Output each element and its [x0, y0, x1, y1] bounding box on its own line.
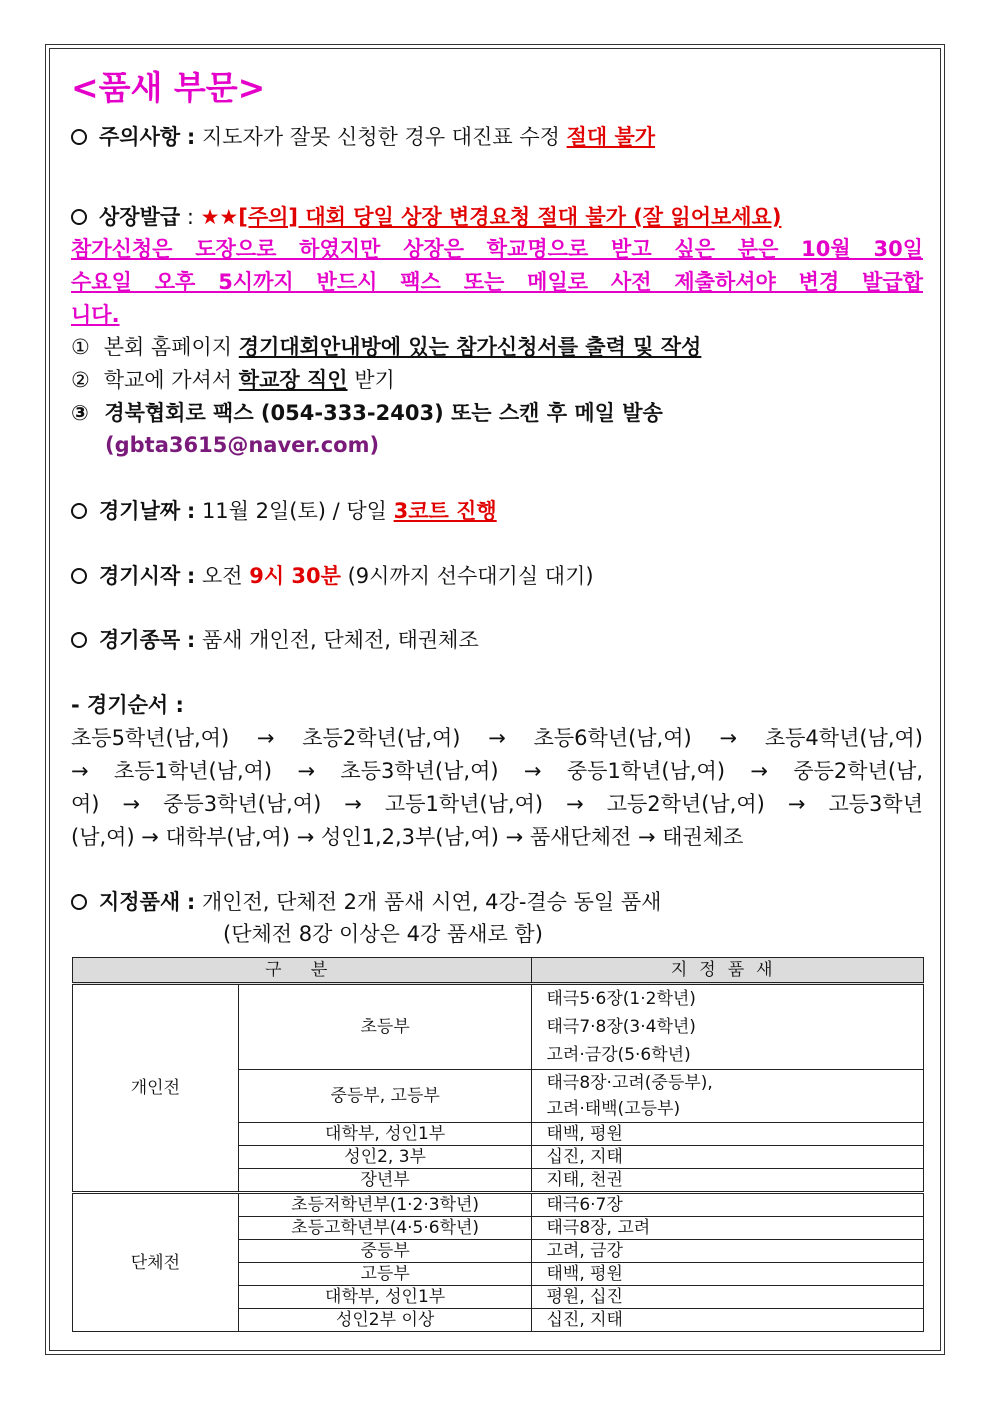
start-tail: (9시까지 선수대기실 대기) — [347, 564, 594, 588]
division-label: 초등고학년부(4·5·6학년) — [238, 1217, 532, 1240]
circle-bullet-icon — [71, 632, 87, 648]
notice-colon: : — [186, 125, 196, 149]
table-row — [73, 984, 924, 1014]
notice-label: 주의사항 — [99, 125, 181, 149]
circle-bullet-icon — [71, 129, 87, 145]
designated-row — [71, 887, 661, 917]
designated-text: 개인전, 단체전 2개 품새 시연, 4강-결승 동일 품새 — [201, 890, 662, 914]
step-text: 본회 홈페이지 — [103, 335, 233, 359]
award-step-1 — [71, 332, 701, 362]
step-text: 경북협회로 팩스 (054-333-2403) 또는 스캔 후 메일 발송 — [104, 401, 663, 425]
poomsae-cell: 태극6·7장 — [532, 1193, 924, 1217]
order-line-4: (남,여) → 대학부(남,여) → 성인1,2,3부(남,여) → 품새단체전 → 태권체조 — [71, 825, 744, 849]
circle-bullet-icon — [71, 894, 87, 910]
table-row — [73, 1193, 924, 1217]
division-label: 중등부, 고등부 — [238, 1070, 532, 1123]
date-label: 경기날짜 — [99, 499, 181, 523]
division-label: 고등부 — [238, 1263, 532, 1286]
notice-text: 지도자가 잘못 신청한 경우 대진표 수정 — [201, 125, 560, 149]
division-label: 성인2부 이상 — [238, 1309, 532, 1332]
poomsae-cell: 태백, 평원 — [532, 1263, 924, 1286]
events-label: 경기종목 — [99, 628, 181, 652]
group-individual: 개인전 — [73, 984, 239, 1193]
order-line-2: → 초등1학년(남,여) → 초등3학년(남,여) → 중등1학년(남,여) → 중등2학년(남, — [71, 759, 923, 783]
notice-emphasis: 절대 불가 — [566, 125, 656, 149]
circle-bullet-icon — [71, 209, 87, 225]
award-step-3 — [71, 398, 663, 428]
start-colon: : — [186, 564, 196, 588]
division-label: 초등저학년부(1·2·3학년) — [238, 1193, 532, 1217]
step-tail: 받기 — [354, 368, 395, 392]
start-row — [71, 561, 594, 591]
step-emphasis: 학교장 직인 — [238, 368, 348, 392]
award-colon: : — [186, 205, 194, 229]
date-colon: : — [186, 499, 196, 523]
award-line-4: 니다. — [71, 303, 120, 327]
award-row — [71, 202, 781, 232]
division-label: 대학부, 성인1부 — [238, 1286, 532, 1309]
poomsae-cell: 태극5·6장(1·2학년) — [532, 984, 924, 1014]
award-email: (gbta3615@naver.com) — [105, 433, 380, 457]
header-poomsae: 지정품새 — [532, 958, 924, 984]
poomsae-cell: 태백, 평원 — [532, 1123, 924, 1146]
group-team: 단체전 — [73, 1193, 239, 1332]
table-header-row — [73, 958, 924, 984]
poomsae-cell: 고려·태백(고등부) — [532, 1096, 924, 1123]
step-emphasis: 경기대회안내방에 있는 참가신청서를 출력 및 작성 — [238, 335, 702, 359]
step-number: ① — [71, 335, 90, 359]
circle-bullet-icon — [71, 568, 87, 584]
start-label: 경기시작 — [99, 564, 181, 588]
circle-bullet-icon — [71, 503, 87, 519]
award-stars: ★★ — [200, 205, 239, 229]
date-text: 11월 2일(토) / 당일 — [201, 499, 387, 523]
start-emphasis: 9시 30분 — [249, 564, 341, 588]
division-label: 중등부 — [238, 1240, 532, 1263]
start-pre: 오전 — [201, 564, 243, 588]
award-step-2 — [71, 365, 395, 395]
poomsae-cell: 태극8장, 고려 — [532, 1217, 924, 1240]
page-title: <품새 부문> — [71, 68, 266, 107]
poomsae-cell: 태극7·8장(3·4학년) — [532, 1013, 924, 1041]
poomsae-cell: 십진, 지태 — [532, 1146, 924, 1169]
order-line-1: 초등5학년(남,여) → 초등2학년(남,여) → 초등6학년(남,여) → 초등4학년(남,여) — [71, 726, 923, 750]
designated-colon: : — [186, 890, 196, 914]
award-line-3: 수요일 오후 5시까지 반드시 팩스 또는 메일로 사전 제출하셔야 변경 발급합 — [71, 270, 923, 294]
notice-row — [71, 122, 655, 152]
events-colon: : — [186, 628, 196, 652]
events-row — [71, 625, 479, 655]
award-line-2: 참가신청은 도장으로 하였지만 상장은 학교명으로 받고 싶은 분은 10월 30일 — [71, 237, 923, 261]
step-number: ③ — [71, 401, 89, 425]
step-number: ② — [71, 368, 90, 392]
designated-note: (단체전 8강 이상은 4강 품새로 함) — [223, 922, 543, 946]
poomsae-cell: 고려, 금강 — [532, 1240, 924, 1263]
division-label: 대학부, 성인1부 — [238, 1123, 532, 1146]
poomsae-cell: 평원, 십진 — [532, 1286, 924, 1309]
events-text: 품새 개인전, 단체전, 태권체조 — [201, 628, 479, 652]
poomsae-cell: 십진, 지태 — [532, 1309, 924, 1332]
division-label: 장년부 — [238, 1169, 532, 1192]
division-label: 성인2, 3부 — [238, 1146, 532, 1169]
award-label: 상장발급 — [99, 205, 181, 229]
award-warning: [주의] 대회 당일 상장 변경요청 절대 불가 (잘 읽어보세요) — [238, 205, 782, 229]
division-label: 초등부 — [238, 984, 532, 1070]
designated-label: 지정품새 — [99, 890, 181, 914]
poomsae-table — [72, 957, 924, 1332]
date-row — [71, 496, 497, 526]
poomsae-cell: 지태, 천권 — [532, 1169, 924, 1192]
poomsae-cell: 고려·금강(5·6학년) — [532, 1041, 924, 1070]
header-category: 구 분 — [73, 958, 532, 984]
poomsae-cell: 태극8장·고려(중등부), — [532, 1070, 924, 1097]
date-emphasis: 3코트 진행 — [393, 499, 497, 523]
order-label: - 경기순서 : — [71, 693, 184, 717]
step-text: 학교에 가셔서 — [103, 368, 233, 392]
order-line-3: 여) → 중등3학년(남,여) → 고등1학년(남,여) → 고등2학년(남,여) → 고등3학년 — [71, 792, 923, 816]
